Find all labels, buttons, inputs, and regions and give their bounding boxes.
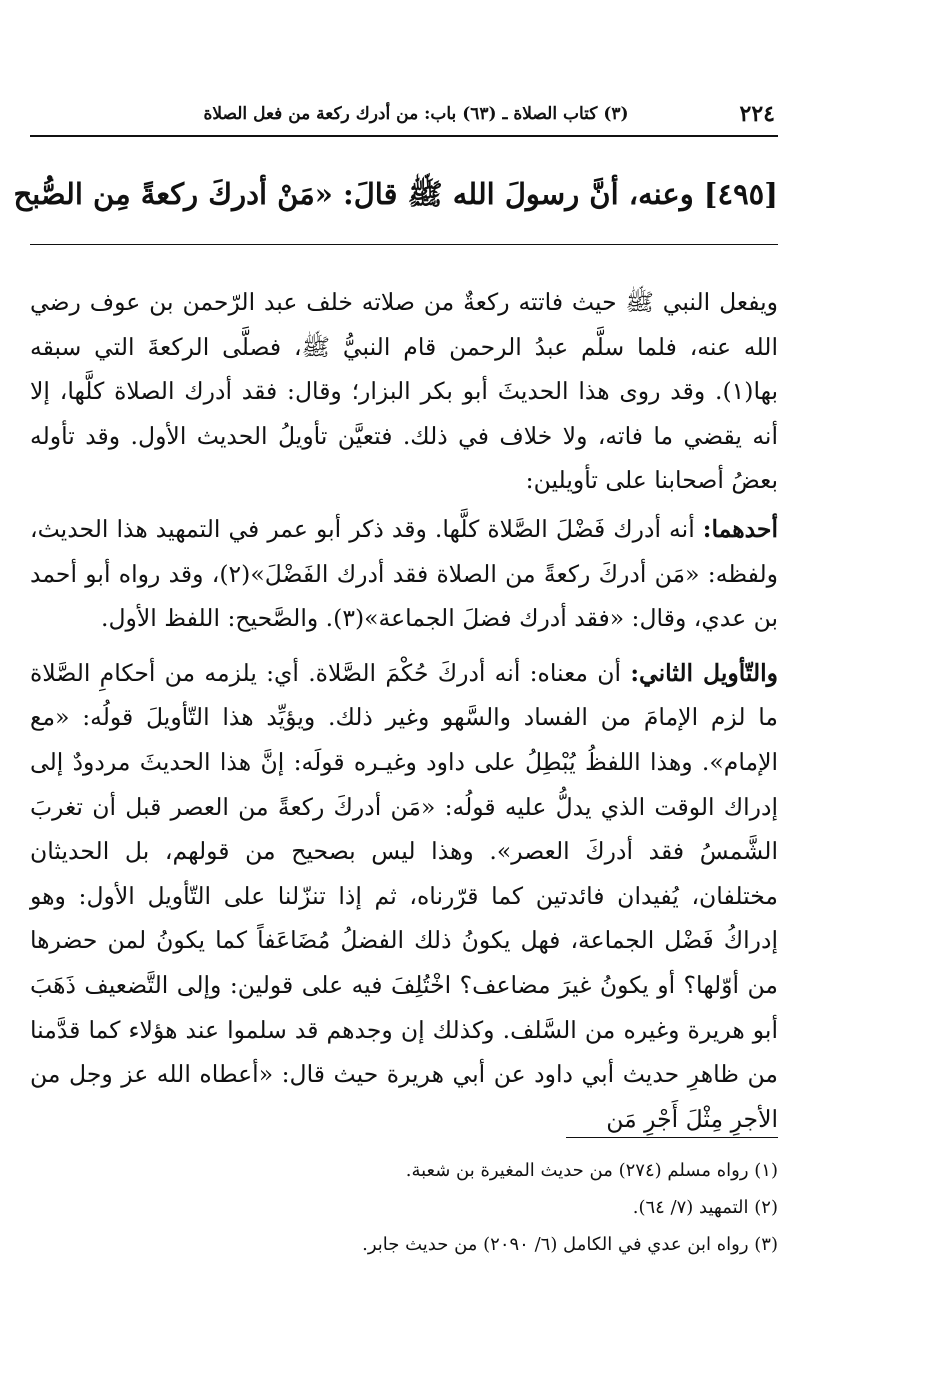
paragraph-text: أنه أدرك فَضْلَ الصَّلاة كلَّها. وقد ذكر أبو عمر في التمهيد هذا الحديث، ولفظه: «مَن أدركَ ركعةً من الصلاة فقد أدرك الفَضْلَ»(٢)، وقد رواه أبو أحمد بن عدي، وقال: «فقد أدرك فضلَ الجماعة»(٣). والصَّحيح: اللفظ الأول. xyxy=(30,514,778,633)
commentary-paragraph xyxy=(30,651,778,1142)
footnote-2: (٢) التمهيد (٧/ ٦٤). xyxy=(632,1197,778,1218)
commentary xyxy=(30,280,778,1151)
running-title: (٣) كتاب الصلاة ـ (٦٣) باب: من أدرك ركعة من فعل الصلاة xyxy=(203,104,629,124)
paragraph-text: ويفعل النبي ﷺ حيث فاتته ركعةٌ من صلاته خلف عبد الرّحمن بن عوف رضي الله عنه، فلما سلَّم عبدُ الرحمن قام النبيُّ ﷺ، فصلَّى الركعةَ التي سبقه بها(١). وقد روى هذا الحديثَ أبو بكر البزار؛ وقال: فقد أدرك الصلاة كلَّها، إلا أنه يقضي ما فاته، ولا خلاف في ذلك. فتعيَّن تأويلُ الحديث الأول. وقد تأوله بعضُ أصحابنا على تأويلين: xyxy=(30,288,778,495)
hadith-text: [٤٩٥] وعنه، أنَّ رسولَ الله ﷺ قالَ: «مَنْ أدركَ ركعةً مِن الصُّبح xyxy=(13,177,778,211)
paragraph-lead: أحدهما: xyxy=(702,514,778,543)
footnote-rule xyxy=(566,1137,778,1138)
footnotes xyxy=(200,1152,778,1263)
section-divider xyxy=(30,244,778,245)
footnote-3: (٣) رواه ابن عدي في الكامل (٦/ ٢٠٩٠) من حديث جابر. xyxy=(362,1234,778,1255)
commentary-paragraph xyxy=(30,507,778,641)
paragraph-text: أن معناه: أنه أدركَ حُكْمَ الصَّلاة. أي: يلزمه من أحكامِ الصَّلاة ما لزم الإمامَ من الفساد والسَّهو وغير ذلك. ويؤيِّد هذا التّأويلَ قولُه: «مع الإمام». وهذا اللفظُ يُبْطِلُ على داود وغيـره قولَه: إنَّ هذا الحديثَ مردودٌ إلى إدراك الوقت الذي يدلُّ عليه قولُه: «مَن أدركَ ركعةً من العصر قبل أن تغربَ الشَّمسُ فقد أدركَ العصر». وهذا ليس بصحيح من قولهم، بل الحديثان مختلفان، يُفيدان فائدتين كما قرّرناه، ثم إذا تنزّلنا على التّأويل الأول: وهو إدراكُ فَضْل الجماعة، فهل يكونُ ذلك الفضلُ مُضَاعَفاً كما يكونُ لمن حضرها من أوّلها؟ أو يكونُ غيرَ مضاعف؟ اخْتُلِفَ فيه على قولين: وإلى التَّضعيف ذَهَبَ أبو هريرة وغيره من السَّلف. وكذلك إن وجدهم قد سلموا عند هؤلاء كما قدَّمنا من ظاهرِ حديث أبي داود عن أبي هريرة حيث قال: «أعطاه الله عز وجل من الأجرِ مِثْلَ أَجْرِ مَن xyxy=(30,658,778,1133)
page-number: ٢٢٤ xyxy=(739,101,775,127)
header-rule xyxy=(30,135,778,137)
footnote-1: (١) رواه مسلم (٢٧٤) من حديث المغيرة بن شعبة. xyxy=(405,1160,778,1181)
commentary-paragraph xyxy=(30,280,778,503)
paragraph-lead: والتّأويل الثاني: xyxy=(630,658,778,687)
